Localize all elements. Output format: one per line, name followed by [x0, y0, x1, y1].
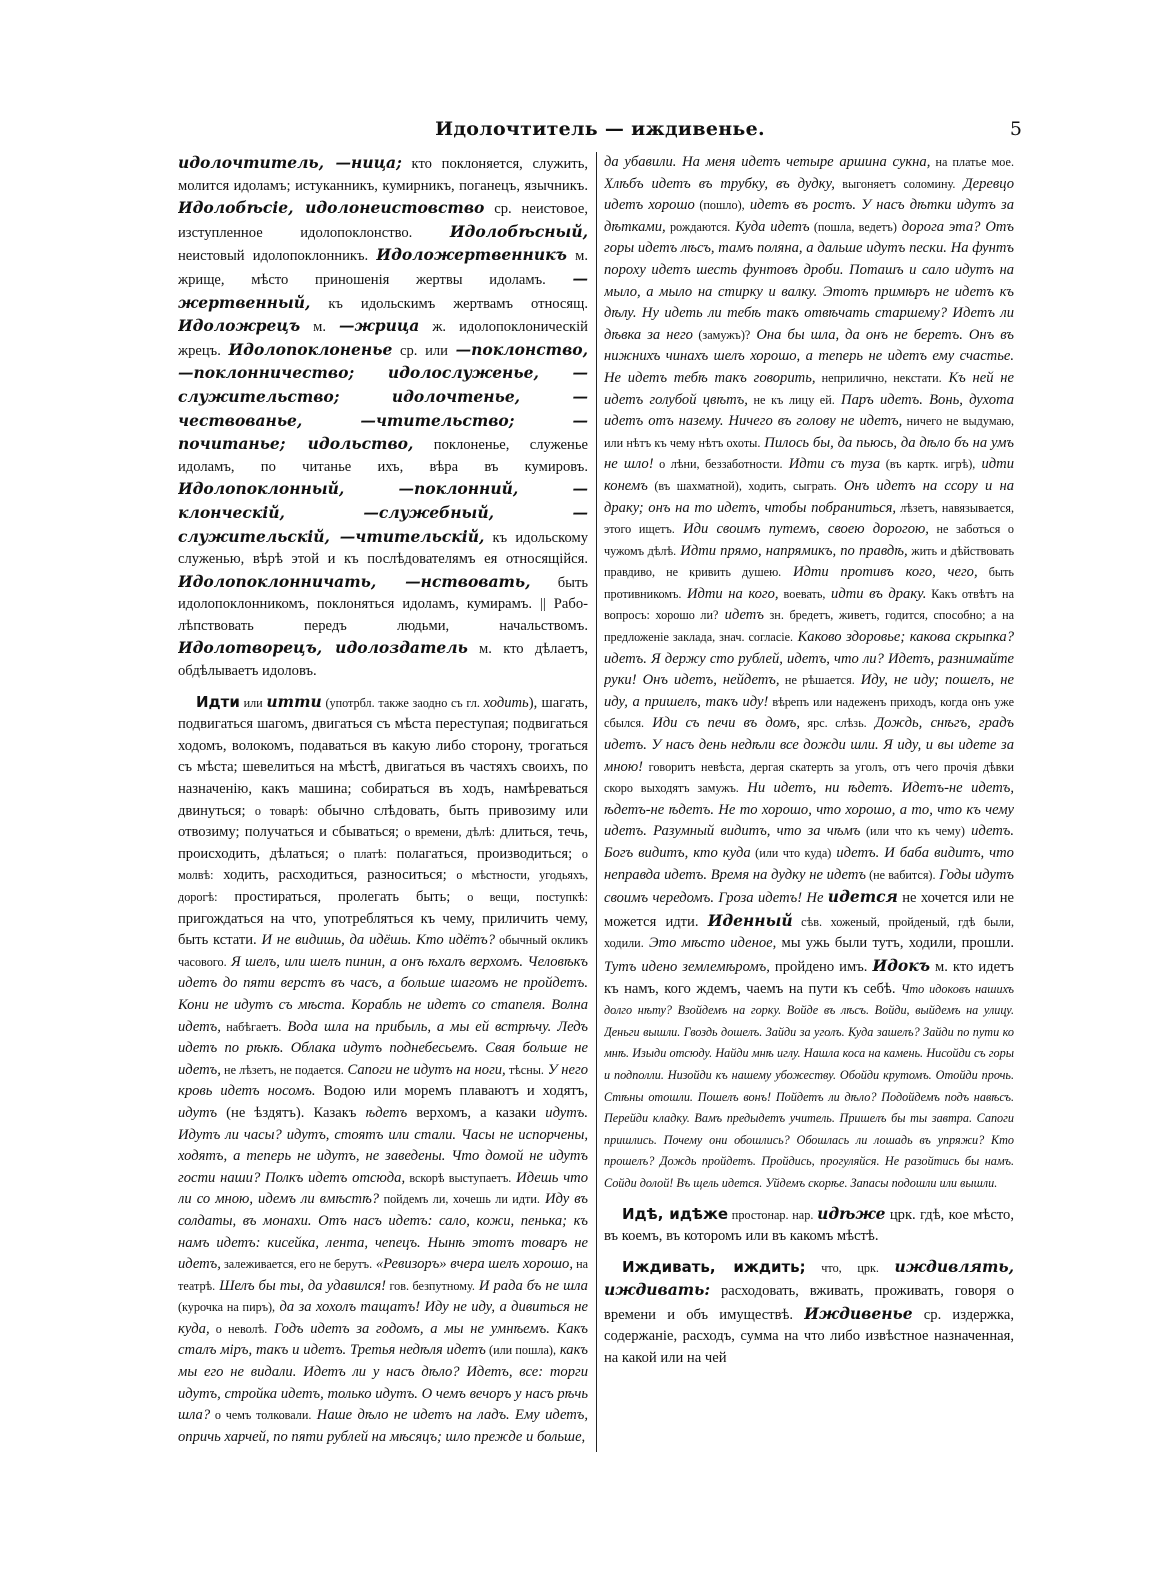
headword: Идти [196, 692, 240, 711]
right-column [604, 152, 1014, 1452]
entry-text: (употрбл. также заодно съ гл. [321, 695, 484, 710]
example-text: Я шелъ, или шелъ пинин, а онъ ѣхалъ верхомъ. Человѣкъ идетъ до пяти верстъ въ часъ, а больше шагомъ не пройдетъ. Кони не идутъ съ мѣста. Корабль не идетъ со стапеля. Волна идетъ, [178, 953, 588, 1035]
example-text: Что идоковъ нашихъ долго нѣту? Взойдемъ на горку. Войде въ лѣсъ. Войди, выйдемъ на улицу. Деньги вышли. Гвоздь дошелъ. Зайди за уголъ. Куда зашелъ? Зайди по пути ко мнѣ. Изыди отсюду. Найди мнѣ иглу. Нашла коса на камень. Нисойди съ горы и подполли. Низойди къ нашему убожеству. Обойди крутомъ. Отойди прочь. Стѣны отошли. Пошелъ вонъ! Пойдетъ ли дѣло? Подойдемъ подъ навѣсъ. Перейди кладку. Вамъ предыдетъ учитель. Пришелъ бы ты завтра. Сапоги пришлись. Почему они обошлись? Обошлась ли лошадь въ упряжи? Кто прошелъ? Дождь пройдетъ. Пройдись, прогуляйся. Не разойтись бы намъ. Сойди долой! Въ щель идется. Уйдемъ скорѣе. Запасы подошли или вышли. [604, 981, 1014, 1190]
headword: Идоложертвенникъ [376, 245, 567, 265]
usage-note: что, црк. [805, 1260, 895, 1275]
example-text: Иду, не иду; пошелъ, не иду, а пришелъ, такъ иду! [604, 672, 1014, 710]
entry-text: м. жрище, мѣсто приношенія жертвы идоламъ. [178, 248, 588, 288]
entry-text: пройдено имъ. [769, 958, 873, 975]
example-text: идти конемъ [604, 456, 1014, 494]
example-text: идетъ въ ростъ. У насъ дѣтки идутъ за дѣтками, [604, 197, 1014, 235]
entry-text: обычно слѣдовать, быть привозиму или отвозиму; получаться и сбываться; [178, 802, 588, 841]
usage-note: набѣгаетъ. [220, 1019, 282, 1034]
example-text: ѣдетъ [365, 1104, 408, 1121]
usage-note: (курочка на пиръ), [178, 1300, 276, 1315]
usage-note: говоритъ невѣста, дергая скатерть за уголъ, отъ чего прочія дѣвки скоро выходятъ замужъ. [604, 759, 1014, 796]
usage-note: о неволѣ. [209, 1321, 268, 1336]
headword: Иждивенье [804, 1303, 913, 1323]
entry-idti-continued [604, 152, 1014, 1195]
usage-note: (пошло), [694, 198, 745, 213]
usage-note: (пошла, ведетъ) [809, 219, 897, 234]
usage-note: рождаются. [665, 219, 731, 234]
example-text: идетъ. Богъ видитъ, кто куда [604, 823, 1014, 861]
example-text: Иди своимъ путемъ, своею дорогою, [674, 521, 929, 538]
entry-text: ), шагать, подвигаться шагомъ, двигаться съ мѣста переступая; подвигаться ходомъ, волокомъ, подаваться въ какую либо сторону, трогаться съ мѣста; шевелиться на мѣстѣ, двигаться въ частяхъ своихъ, по назначенію, какъ машина; собираться въ ходъ, намѣреваться двинуться; [178, 694, 588, 819]
entry-text: м. [300, 319, 339, 336]
example-text: Ни идетъ, ни ѣдетъ. Идетъ-не идетъ, ѣдетъ-не ѣдетъ. Не то хорошо, что хорошо, а то, что къ чему идетъ. Разумный видитъ, что за чѣмъ [604, 780, 1014, 840]
example-text: Вода шла на прибыль, а мы ей встрѣчу. Ледъ идетъ по рѣкѣ. Облака идутъ поднебесьемъ. Свая больше не идетъ, [178, 1018, 588, 1078]
entry-text: м. кто дѣлаетъ, обдѣлываетъ идоловъ. [178, 641, 588, 680]
entry-text: или [239, 695, 267, 710]
headword: —поклонство, —поклонничество; идолослуженье, —служительство; идолочтенье, —чествованье, —чтительство; —почитанье; идольство, [178, 339, 588, 454]
example-text: Годъ идетъ за годомъ, а мы не умнѣемъ. Какъ сталъ міръ, такъ и идетъ. Третья недѣля идетъ [178, 1320, 588, 1359]
example-text: Каково здоровье; какова скрыпка? идетъ. Я держу сто рублей, идетъ, что ли? Идетъ, разнимайте руки! Онъ идетъ, нейдетъ, [604, 629, 1014, 689]
usage-note: простонар. нар. [728, 1207, 818, 1222]
usage-note: ничего не выдумаю, или нѣтъ къ чему нѣтъ охоты. [604, 414, 1014, 450]
headword: Иденный [707, 910, 793, 930]
usage-note: (въ картк. игрѣ), [880, 457, 976, 472]
example-text: идетъ [718, 607, 764, 624]
example-text: идутъ. Идутъ ли часы? идутъ, стоятъ или стали. Часы не испорчены, ходятъ, а теперь не идутъ, не заведены. Что домой не идутъ гости наши? Полкъ идетъ отсюда, [178, 1104, 588, 1186]
entry-idolochtitel [178, 152, 588, 683]
usage-note: о товарѣ: [254, 803, 309, 818]
entry-text: ср. или [392, 342, 456, 359]
entry-text: црк. гдѣ, кое мѣсто, въ коемъ, въ которомъ или въ какомъ мѣстѣ. [604, 1206, 1014, 1245]
example-text: У него кровь идетъ носомъ. [178, 1061, 588, 1100]
example-text: да за хохолъ тащатъ! Иду не иду, а дивиться не куда, [178, 1299, 588, 1337]
example-text: Шелъ бы ты, да удавился! [215, 1277, 387, 1294]
headword: идется [827, 887, 898, 907]
example-text: И не видишь, да идёшь. Кто идётъ? [261, 932, 496, 949]
entry-text: ходить, расходиться, разноситься; [213, 867, 457, 884]
headword: Идокъ [872, 955, 930, 975]
usage-note: не заботься о чужомъ дѣлѣ. [604, 522, 1014, 558]
usage-note: гов. безпутному. [386, 1278, 475, 1293]
example-text: Тутъ идено землемѣромъ, [604, 958, 770, 975]
example-text: Идти прямо, напрямикъ, по правдѣ, [676, 542, 908, 559]
entry-text: ср. неистовое, изступленное идолопоклонство. [178, 201, 588, 241]
headword: Идолопоклонничать, —нствовать, [178, 571, 531, 591]
usage-note: не рѣшается. [779, 673, 855, 688]
example-text: «Ревизоръ» вчера шелъ хорошо, [372, 1256, 573, 1273]
entry-text: длиться, течь, происходить, дѣлаться; [178, 824, 588, 862]
entry-text: расходовать, вживать, проживать, говоря о времени и объ имуществѣ. [604, 1283, 1014, 1323]
example-text: Наше дѣло не идетъ на ладъ. Ему идетъ, опричь харчей, по пяти рублей на мѣсяцъ; шло прежде и больше, [178, 1407, 588, 1445]
example-text: Пилось бы, да пьюсь, да дѣло бъ на умъ не шло! [604, 434, 1014, 473]
usage-note: воевать, [778, 586, 826, 601]
usage-note: (не вабится). [865, 867, 936, 882]
headword: Идолобѣсіе, идолонеистовство [178, 198, 485, 218]
usage-note: (или что куда) [750, 846, 832, 860]
column-divider [596, 152, 597, 1452]
entry-text: верхомъ, а казаки [407, 1104, 546, 1121]
example-text: Паръ идетъ. Вонь, духота идетъ отъ назему. Ничего въ голову не идетъ, [604, 391, 1014, 430]
example-text: идутъ [178, 1104, 218, 1121]
usage-note: зн. бредетъ, живетъ, годится, способно; а на предложеніе заклада, знач. согласіе. [604, 608, 1014, 645]
headword: Идолобѣсный, [449, 221, 588, 241]
usage-note: залеживается, его не берутъ. [220, 1257, 373, 1272]
entry-text: (не ѣздятъ). Казакъ [217, 1104, 366, 1121]
usage-note: (замужъ)? [692, 327, 751, 342]
example-text: Иди съ печи въ домъ, [644, 715, 800, 732]
example-text: Иду въ солдаты, въ монахи. Отъ насъ идетъ: сало, кожи, пенька; къ намъ идетъ: кисейка, лента, чепецъ. Нынѣ этотъ товаръ не идетъ, [178, 1191, 588, 1273]
usage-note: не къ лицу ей. [747, 392, 835, 407]
example-text: идти въ драку. [825, 585, 927, 602]
example-text: ходить [483, 694, 529, 711]
headword: иждивлять, иждивать: [604, 1256, 1014, 1300]
example-text: Идти на кого, [681, 585, 779, 602]
entry-text: не хочется или не можется идти. [604, 890, 1014, 930]
usage-note: на театрѣ. [178, 1257, 588, 1293]
usage-note: о мѣстности, угодьяхъ, дорогѣ: [178, 868, 588, 904]
usage-note: Какъ отвѣтъ на вопросъ: хорошо ли? [604, 586, 1014, 623]
usage-note: вскорѣ выступаетъ. [405, 1170, 512, 1185]
example-text: Онъ идетъ на ссору и на драку; онъ на то идетъ, чтобы побраниться, [604, 477, 1014, 516]
entry-text: пригождаться на что, употребляться къ чему, приличить чему, быть кстати. [178, 910, 588, 949]
entry-text: неистовый идолопоклонникъ. [178, 248, 377, 265]
entry-text: поклоненье, служенье идоламъ, по читанье ихъ, вѣра въ кумировъ. [178, 437, 588, 475]
headword: Иждивать, иждить; [622, 1257, 806, 1276]
example-text: дорога эта? Отъ горы идетъ лѣсъ, тамъ поляна, а дальше идутъ пески. На фунтъ пороху идетъ шесть фунтовъ дроби. Поташъ и сало идутъ на мыло, а мыло на стирку и валку. Этотъ примѣръ не идетъ къ дѣлу. Ну идеть ли тебѣ такъ отвѣчать старшему? Идетъ ли дѣвка за него [604, 218, 1014, 343]
usage-note: на платье мое. [930, 155, 1014, 169]
entry-text: простираться, пролегать быть; [217, 889, 468, 905]
example-text: Идти противъ кого, чего, [781, 564, 978, 581]
headword: —жертвенный, [178, 268, 588, 312]
usage-note: о чемъ толковали. [210, 1408, 312, 1423]
headword: Идѣ, идѣже [622, 1204, 729, 1223]
headword: итти [266, 691, 322, 711]
usage-note: быть противникомъ. [604, 565, 1014, 601]
example-text: да убавили. На меня идетъ четыре аршина сукна, [604, 154, 931, 170]
entry-idti [178, 691, 588, 1449]
example-text: Дождь, снѣгъ, градъ идетъ. У насъ день недѣли все дожди шли. Я иду, и вы идете за мною! [604, 715, 1014, 775]
page-number: 5 [1009, 118, 1022, 140]
usage-note: (или пошла), [485, 1343, 557, 1358]
entry-text: быть идолопоклонникомъ, поклоняться идоламъ, кумирамъ. || Раболѣпствовать передъ людьми, начальствомъ. [178, 574, 588, 634]
example-text: Идешь что ли со мною, идемъ ли вмѣстѣ? [178, 1169, 588, 1208]
example-text: какъ мы его не видали. Идетъ ли у насъ дѣло? Идетъ, все: торги идутъ, стройка идетъ, только идутъ. О чемъ вечоръ у насъ рѣчь шла? [178, 1342, 588, 1424]
usage-note: жить и дѣйствовать правдиво, не кривить душею. [604, 543, 1014, 580]
headword: —жрица [339, 316, 420, 336]
usage-note: о вещи, поступкѣ: [467, 890, 588, 904]
entry-text: къ идольскому служенью, вѣрѣ этой и къ послѣдователямъ ея относящійся. [178, 529, 588, 568]
example-text: идетъ. И баба видитъ, что неправда идетъ. Время на дудку не идетъ [604, 845, 1014, 883]
usage-note: о платѣ: [338, 846, 387, 861]
example-text: Хлѣбъ идетъ въ трубку, въ дудку, [604, 175, 835, 192]
example-text: И рада бъ не шла [474, 1277, 588, 1294]
entry-text: кто поклоняется, служить, молится идоламъ; истуканникъ, кумирникъ, поганецъ, язычникъ. [178, 156, 588, 194]
usage-note: (въ шахматной), ходить, сыграть. [647, 478, 837, 493]
example-text: Годы идутъ своимъ чередомъ. Гроза идетъ! Не [604, 866, 1014, 907]
entry-izhdivat [604, 1256, 1014, 1370]
example-text: Куда идетъ [730, 218, 810, 235]
example-text: Деревцо идетъ хорошо [604, 175, 1014, 214]
entry-text: ж. идолопоклоническій жрецъ. [178, 319, 588, 359]
usage-note: неприлично, некстати. [815, 370, 942, 385]
usage-note: выгоняетъ соломину. [834, 176, 956, 191]
usage-note: лѣзетъ, навязывается, этого ищетъ. [604, 500, 1014, 537]
usage-note: вѣрепъ или надеженъ приходъ, когда онъ уже сбылся. [604, 694, 1014, 731]
headword: Идолотворецъ, идолоздатель [178, 638, 468, 658]
page-title: Идолочтитель — иждивенье. [435, 118, 765, 140]
entry-text: ср. издержка, содержаніе, расходъ, сумма на что либо извѣстное назначенная, на какой или на чей [604, 1306, 1014, 1367]
usage-note: о молвѣ: [178, 846, 588, 883]
example-text: Она бы шла, да онъ не беретъ. Онъ въ нижнихъ чинахъ шелъ хорошо, а теперь не идетъ ему счастье. Не идетъ тебѣ такъ говорить, [604, 326, 1014, 386]
usage-note: не лѣзетъ, не подается. [220, 1062, 344, 1077]
example-text: Это мѣсто иденое, [643, 935, 777, 952]
headword: Идоложрецъ [178, 316, 301, 336]
entry-ide [604, 1203, 1014, 1248]
entry-text: мы ужь были тутъ, ходили, прошли. [776, 935, 1014, 952]
usage-note: тѣсны. [505, 1062, 544, 1077]
usage-note: сѣв. хоженый, пройденый, гдѣ были, ходили. [604, 914, 1014, 951]
entry-text: къ идольскимъ жертвамъ относящ. [310, 295, 588, 312]
example-text: Къ ней не идетъ голубой цвѣтъ, [604, 369, 1014, 408]
usage-note: пойдемъ ли, хочешь ли идти. [379, 1192, 540, 1207]
usage-note: о времени, дѣлѣ: [404, 825, 496, 840]
usage-note: ярс. слѣзь. [800, 716, 867, 731]
entry-text: м. кто идетъ къ намъ, кого ждемъ, чаемъ на пути къ себѣ. [604, 958, 1014, 997]
headword: идолочтитель, —ница; [178, 153, 402, 172]
usage-note: (или что къ чему) [860, 824, 965, 839]
left-column [178, 152, 588, 1452]
headword: идѣже [817, 1203, 886, 1223]
example-text: Идти съ туза [782, 456, 881, 473]
headword: Идолопоклоненье [228, 339, 393, 359]
running-head [170, 118, 1030, 146]
headword: Идолопоклонный, —поклонний, —клонческій, —служебный, —служительскій, —чтительскій, [178, 479, 588, 546]
usage-note: о лѣни, беззаботности. [653, 457, 783, 472]
entry-text: Водою или моремъ плаваютъ и ходятъ, [315, 1083, 588, 1100]
usage-note: обычный окликъ часового. [178, 933, 588, 969]
entry-text: полагаться, производиться; [386, 845, 582, 862]
example-text: Сапоги не идутъ на ноги, [343, 1061, 506, 1078]
